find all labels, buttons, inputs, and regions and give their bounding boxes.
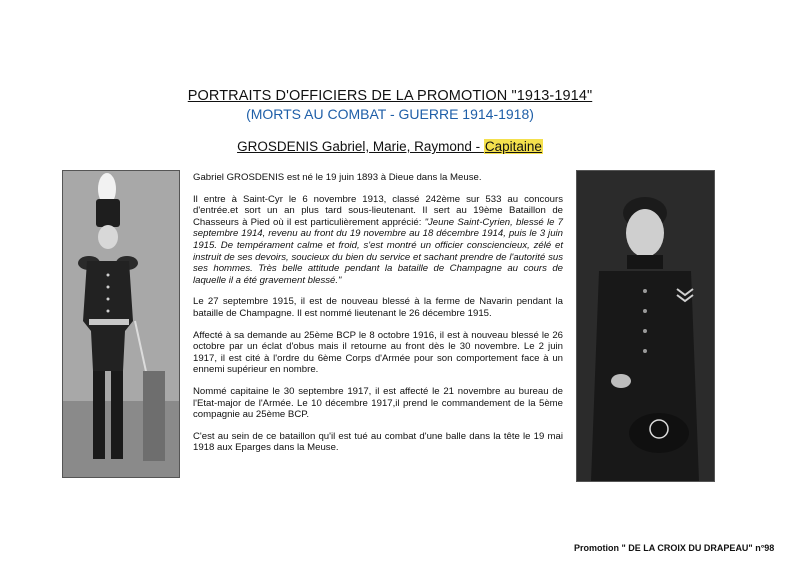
portrait-uniform-image bbox=[577, 171, 714, 481]
portrait-photo-uniform bbox=[576, 170, 715, 482]
biography-paragraph-captain: Nommé capitaine le 30 septembre 1917, il est affecté le 21 novembre au bureau de l'Etat-major de l'Armée. Le 10 décembre 1917,il prend le commandement de la 5ème compagnie au 25ème BCP. bbox=[193, 385, 563, 421]
career-text: Il entre à Saint-Cyr le 6 novembre 1913, classé 242ème sur 533 au concours d'entrée.et sort un an plus tard sous-lieutenant. Il sert au 19ème Bataillon de Chasseurs à Pied où il est particulièrement apprécié: bbox=[193, 193, 563, 228]
page-title: PORTRAITS D'OFFICIERS DE LA PROMOTION "1913-1914" bbox=[187, 88, 593, 104]
portrait-photo-full-dress bbox=[62, 170, 180, 478]
page-subtitle: (MORTS AU COMBAT - GUERRE 1914-1918) bbox=[246, 106, 534, 122]
officer-rank: Capitaine bbox=[484, 139, 542, 154]
biography-paragraph-wounded: Le 27 septembre 1915, il est de nouveau blessé à la ferme de Navarin pendant la bataille de Champagne. Il est nommé lieutenant le 26 décembre 1915. bbox=[193, 296, 563, 319]
officer-full-name: GROSDENIS Gabriel, Marie, Raymond - bbox=[237, 139, 484, 154]
biography-paragraph-death: C'est au sein de ce bataillon qu'il est tué au combat d'une balle dans la tête le 19 mai 1918 aux Eparges dans la Meuse. bbox=[193, 430, 563, 454]
biography-paragraph-birth: Gabriel GROSDENIS est né le 19 juin 1893 à Dieue dans la Meuse. bbox=[193, 172, 482, 183]
footer-promotion: Promotion " DE LA CROIX DU DRAPEAU" n°98 bbox=[574, 543, 775, 553]
portrait-full-dress-image bbox=[63, 171, 179, 477]
biography-paragraph-25bcp: Affecté à sa demande au 25ème BCP le 8 octobre 1916, il est à nouveau blessé le 26 octobre par un éclat d'obus mais il retourne au front dès le 30 novembre. Le 2 juin 1917, il est cité à l'ordre du 6ème Corps d'Armée pour son comportement face à un ennemi supérieur en nombre. bbox=[193, 329, 563, 376]
biography-text bbox=[193, 172, 563, 464]
citation-quote: "Jeune Saint-Cyrien, blessé le 7 septembre 1914, revenu au front du 19 novembre au 18 décembre 1914, puis le 3 juin 1915. De tempérament calme et froid, s'est montré un officier consciencieux, zélé et instruit de ses devoirs, soucieux du bien du service et sachant prendre de l'autorité sus ses hommes. Très belle attitude pendant la bataille de Champagne au cours de laquelle il a été gravement blessé." bbox=[193, 216, 563, 286]
officer-name bbox=[150, 139, 630, 154]
biography-paragraph-career bbox=[193, 194, 563, 287]
